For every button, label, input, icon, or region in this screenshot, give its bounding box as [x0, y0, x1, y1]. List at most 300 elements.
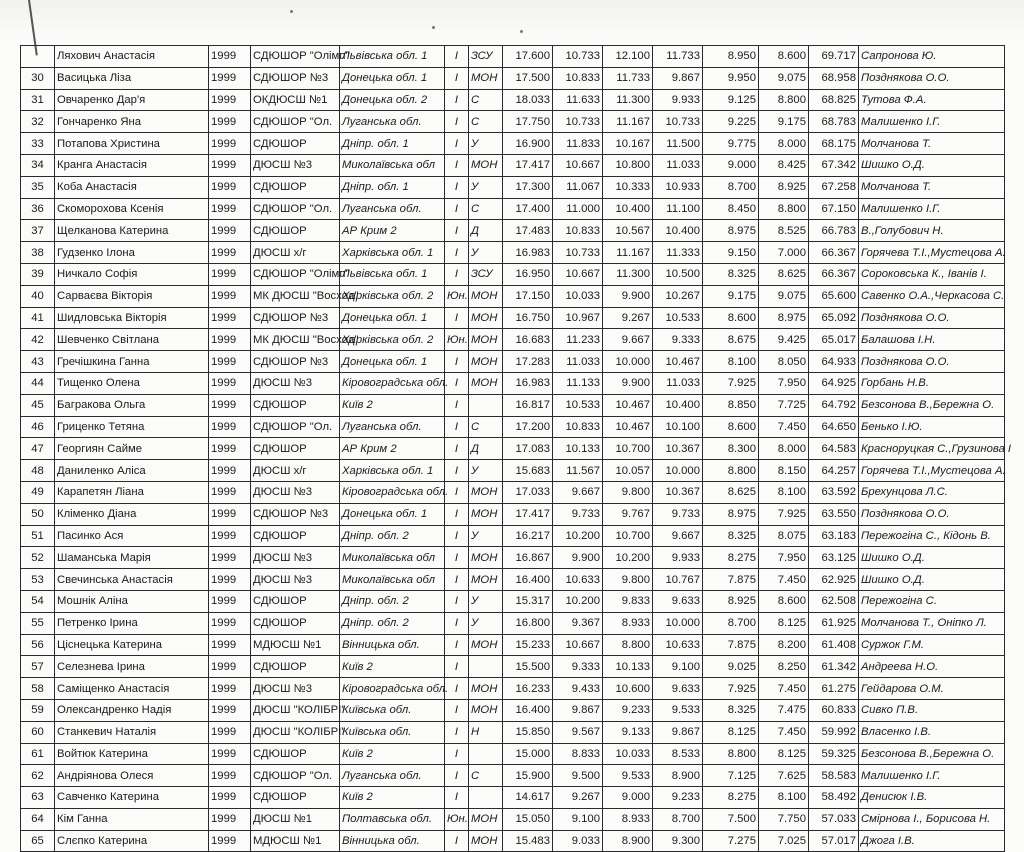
coach-name-cell: Шишко О.Д.	[859, 154, 1005, 176]
total-score-cell: 59.325	[809, 743, 859, 765]
score-3-cell: 11.300	[603, 89, 653, 111]
score-4-cell: 9.533	[653, 699, 703, 721]
athlete-name-cell: Свечинська Анастасія	[55, 569, 209, 591]
score-3-cell: 10.800	[603, 154, 653, 176]
row-number-cell: 46	[21, 416, 55, 438]
region-cell: Дніпр. обл. 1	[340, 176, 445, 198]
total-score-cell: 67.150	[809, 198, 859, 220]
scan-dot	[290, 10, 293, 13]
sport-school-cell: ДЮСШ №3	[251, 678, 340, 700]
region-cell: Київська обл.	[340, 721, 445, 743]
score-3-cell: 11.167	[603, 111, 653, 133]
total-score-cell: 61.408	[809, 634, 859, 656]
total-score-cell: 63.550	[809, 503, 859, 525]
department-cell: МОН	[469, 699, 503, 721]
region-cell: Харківська обл. 1	[340, 242, 445, 264]
coach-name-cell: Бенько І.Ю.	[859, 416, 1005, 438]
region-cell: Донецька обл. 2	[340, 89, 445, 111]
sport-school-cell: СДЮШОР	[251, 590, 340, 612]
row-number-cell: 45	[21, 394, 55, 416]
total-score-cell: 68.175	[809, 133, 859, 155]
total-score-cell: 66.367	[809, 263, 859, 285]
score-3-cell: 10.467	[603, 416, 653, 438]
score-5-cell: 8.850	[703, 394, 759, 416]
sport-school-cell: СДЮШОР	[251, 394, 340, 416]
score-6-cell: 7.475	[759, 699, 809, 721]
score-3-cell: 10.467	[603, 394, 653, 416]
birth-year-cell: 1999	[209, 394, 251, 416]
row-number-cell: 30	[21, 67, 55, 89]
department-cell: С	[469, 89, 503, 111]
score-1-cell: 17.417	[503, 503, 553, 525]
table-row	[21, 438, 1005, 460]
score-3-cell: 11.300	[603, 263, 653, 285]
sport-rank-cell: І	[445, 503, 469, 525]
score-1-cell: 16.400	[503, 569, 553, 591]
department-cell: У	[469, 460, 503, 482]
sport-school-cell: СДЮШОР "Ол.	[251, 416, 340, 438]
score-5-cell: 8.275	[703, 547, 759, 569]
score-2-cell: 10.033	[553, 285, 603, 307]
region-cell: Миколаївська обл	[340, 547, 445, 569]
table-row	[21, 460, 1005, 482]
sport-rank-cell: І	[445, 89, 469, 111]
athlete-name-cell: Петренко Ірина	[55, 612, 209, 634]
department-cell	[469, 787, 503, 809]
sport-rank-cell: І	[445, 525, 469, 547]
score-2-cell: 9.033	[553, 830, 603, 852]
department-cell: У	[469, 590, 503, 612]
score-5-cell: 8.325	[703, 263, 759, 285]
coach-name-cell: Красноруцкая С.,Грузинова І	[859, 438, 1005, 460]
table-row	[21, 46, 1005, 68]
score-2-cell: 10.200	[553, 525, 603, 547]
coach-name-cell: Шишко О.Д.	[859, 547, 1005, 569]
score-1-cell: 15.850	[503, 721, 553, 743]
score-2-cell: 10.667	[553, 263, 603, 285]
scan-dot	[520, 30, 523, 33]
table-row	[21, 111, 1005, 133]
department-cell: ЗСУ	[469, 263, 503, 285]
total-score-cell: 64.650	[809, 416, 859, 438]
row-number-cell: 61	[21, 743, 55, 765]
department-cell: МОН	[469, 547, 503, 569]
score-5-cell: 7.875	[703, 634, 759, 656]
score-3-cell: 9.800	[603, 481, 653, 503]
sport-rank-cell: І	[445, 743, 469, 765]
sport-rank-cell: І	[445, 372, 469, 394]
score-4-cell: 9.867	[653, 721, 703, 743]
region-cell: Донецька обл. 1	[340, 67, 445, 89]
region-cell: Київ 2	[340, 656, 445, 678]
athlete-name-cell: Гончаренко Яна	[55, 111, 209, 133]
score-2-cell: 10.667	[553, 154, 603, 176]
coach-name-cell: Молчанова Т.	[859, 176, 1005, 198]
birth-year-cell: 1999	[209, 329, 251, 351]
score-1-cell: 17.300	[503, 176, 553, 198]
row-number-cell: 38	[21, 242, 55, 264]
athlete-name-cell: Пасинко Ася	[55, 525, 209, 547]
score-5-cell: 9.950	[703, 67, 759, 89]
sport-rank-cell: І	[445, 351, 469, 373]
sport-rank-cell: І	[445, 547, 469, 569]
score-2-cell: 9.567	[553, 721, 603, 743]
sport-school-cell: МДЮСШ №1	[251, 830, 340, 852]
department-cell: У	[469, 525, 503, 547]
coach-name-cell: Андреева Н.О.	[859, 656, 1005, 678]
sport-school-cell: МК ДЮСШ "Восход"	[251, 285, 340, 307]
score-4-cell: 10.000	[653, 460, 703, 482]
sport-rank-cell: Юн.	[445, 329, 469, 351]
total-score-cell: 63.183	[809, 525, 859, 547]
department-cell: МОН	[469, 634, 503, 656]
coach-name-cell: Малишенко І.Г.	[859, 198, 1005, 220]
region-cell: Дніпр. обл. 2	[340, 525, 445, 547]
region-cell: Луганська обл.	[340, 416, 445, 438]
sport-rank-cell: І	[445, 307, 469, 329]
total-score-cell: 62.508	[809, 590, 859, 612]
score-3-cell: 9.667	[603, 329, 653, 351]
sport-rank-cell: І	[445, 220, 469, 242]
region-cell: Дніпр. обл. 2	[340, 612, 445, 634]
table-row	[21, 307, 1005, 329]
coach-name-cell: В.,Голубович Н.	[859, 220, 1005, 242]
sport-rank-cell: І	[445, 242, 469, 264]
total-score-cell: 64.792	[809, 394, 859, 416]
score-3-cell: 9.900	[603, 285, 653, 307]
sport-rank-cell: Юн.	[445, 285, 469, 307]
score-6-cell: 7.450	[759, 678, 809, 700]
results-body	[21, 46, 1012, 852]
score-2-cell: 10.833	[553, 220, 603, 242]
scan-dot	[432, 26, 435, 29]
region-cell: Миколаївська обл	[340, 569, 445, 591]
sport-rank-cell: Юн.	[445, 808, 469, 830]
score-2-cell: 11.000	[553, 198, 603, 220]
row-number-cell: 47	[21, 438, 55, 460]
athlete-name-cell: Ляхович Анастасія	[55, 46, 209, 68]
table-row	[21, 612, 1005, 634]
score-3-cell: 10.567	[603, 220, 653, 242]
birth-year-cell: 1999	[209, 133, 251, 155]
row-number-cell: 43	[21, 351, 55, 373]
total-score-cell: 61.342	[809, 656, 859, 678]
department-cell: С	[469, 198, 503, 220]
region-cell: Донецька обл. 1	[340, 307, 445, 329]
sport-rank-cell: І	[445, 460, 469, 482]
score-5-cell: 8.100	[703, 351, 759, 373]
score-1-cell: 17.600	[503, 46, 553, 68]
score-6-cell: 7.750	[759, 808, 809, 830]
athlete-name-cell: Сарваєва Вікторія	[55, 285, 209, 307]
table-row	[21, 743, 1005, 765]
athlete-name-cell: Шаманська Марія	[55, 547, 209, 569]
score-2-cell: 11.033	[553, 351, 603, 373]
sport-rank-cell: І	[445, 830, 469, 852]
total-score-cell: 65.092	[809, 307, 859, 329]
sport-rank-cell: І	[445, 612, 469, 634]
score-4-cell: 10.100	[653, 416, 703, 438]
score-3-cell: 9.833	[603, 590, 653, 612]
birth-year-cell: 1999	[209, 111, 251, 133]
score-4-cell: 11.033	[653, 154, 703, 176]
score-4-cell: 9.933	[653, 547, 703, 569]
score-6-cell: 8.625	[759, 263, 809, 285]
table-row	[21, 721, 1005, 743]
score-6-cell: 7.725	[759, 394, 809, 416]
score-1-cell: 16.400	[503, 699, 553, 721]
sport-rank-cell: І	[445, 721, 469, 743]
sport-school-cell: ДЮСШ "КОЛІБРІ"	[251, 699, 340, 721]
sport-school-cell: СДЮШОР	[251, 438, 340, 460]
row-number-cell: 55	[21, 612, 55, 634]
score-5-cell: 9.000	[703, 154, 759, 176]
score-2-cell: 9.900	[553, 547, 603, 569]
score-6-cell: 8.000	[759, 133, 809, 155]
total-score-cell: 59.992	[809, 721, 859, 743]
region-cell: Луганська обл.	[340, 198, 445, 220]
birth-year-cell: 1999	[209, 67, 251, 89]
coach-name-cell: Савенко О.А.,Черкасова С.	[859, 285, 1005, 307]
sport-rank-cell: І	[445, 67, 469, 89]
row-number-cell: 63	[21, 787, 55, 809]
row-number-cell: 44	[21, 372, 55, 394]
athlete-name-cell: Олександренко Надія	[55, 699, 209, 721]
department-cell	[469, 743, 503, 765]
score-3-cell: 10.200	[603, 547, 653, 569]
row-number-cell: 60	[21, 721, 55, 743]
score-5-cell: 8.625	[703, 481, 759, 503]
score-6-cell: 8.600	[759, 46, 809, 68]
score-4-cell: 10.267	[653, 285, 703, 307]
score-1-cell: 16.217	[503, 525, 553, 547]
total-score-cell: 65.017	[809, 329, 859, 351]
birth-year-cell: 1999	[209, 438, 251, 460]
sport-school-cell: СДЮШОР	[251, 612, 340, 634]
score-6-cell: 9.175	[759, 111, 809, 133]
sport-school-cell: СДЮШОР "Ол.	[251, 111, 340, 133]
score-3-cell: 9.000	[603, 787, 653, 809]
coach-name-cell: Шишко О.Д.	[859, 569, 1005, 591]
score-4-cell: 10.000	[653, 612, 703, 634]
table-row	[21, 656, 1005, 678]
score-5-cell: 8.325	[703, 525, 759, 547]
score-6-cell: 8.525	[759, 220, 809, 242]
table-row	[21, 67, 1005, 89]
score-6-cell: 8.150	[759, 460, 809, 482]
score-3-cell: 9.800	[603, 569, 653, 591]
score-2-cell: 11.633	[553, 89, 603, 111]
score-4-cell: 10.500	[653, 263, 703, 285]
score-2-cell: 9.333	[553, 656, 603, 678]
score-4-cell: 8.700	[653, 808, 703, 830]
athlete-name-cell: Войтюк Катерина	[55, 743, 209, 765]
score-1-cell: 15.483	[503, 830, 553, 852]
score-2-cell: 9.500	[553, 765, 603, 787]
athlete-name-cell: Потапова Христина	[55, 133, 209, 155]
region-cell: Дніпр. обл. 1	[340, 133, 445, 155]
sport-school-cell: СДЮШОР "Олімп"	[251, 263, 340, 285]
score-3-cell: 10.600	[603, 678, 653, 700]
total-score-cell: 61.275	[809, 678, 859, 700]
region-cell: Кіровоградська обл.	[340, 481, 445, 503]
score-2-cell: 10.633	[553, 569, 603, 591]
score-5-cell: 8.700	[703, 612, 759, 634]
score-1-cell: 17.283	[503, 351, 553, 373]
score-6-cell: 7.000	[759, 242, 809, 264]
score-1-cell: 17.083	[503, 438, 553, 460]
score-2-cell: 8.833	[553, 743, 603, 765]
sport-school-cell: ДЮСШ №1	[251, 808, 340, 830]
row-number-cell: 33	[21, 133, 55, 155]
birth-year-cell: 1999	[209, 808, 251, 830]
sport-school-cell: ДЮСШ №3	[251, 547, 340, 569]
score-5-cell: 8.300	[703, 438, 759, 460]
score-5-cell: 8.325	[703, 699, 759, 721]
athlete-name-cell: Кім Ганна	[55, 808, 209, 830]
coach-name-cell: Гейдарова О.М.	[859, 678, 1005, 700]
score-1-cell: 15.317	[503, 590, 553, 612]
sport-school-cell: ДЮСШ №3	[251, 569, 340, 591]
coach-name-cell: Сивко П.В.	[859, 699, 1005, 721]
total-score-cell: 66.367	[809, 242, 859, 264]
score-6-cell: 8.250	[759, 656, 809, 678]
birth-year-cell: 1999	[209, 787, 251, 809]
score-3-cell: 11.167	[603, 242, 653, 264]
score-6-cell: 8.975	[759, 307, 809, 329]
region-cell: Кіровоградська обл.	[340, 678, 445, 700]
score-3-cell: 9.133	[603, 721, 653, 743]
coach-name-cell: Пережогіна С., Кідонь В.	[859, 525, 1005, 547]
score-4-cell: 10.767	[653, 569, 703, 591]
coach-name-cell: Безсонова В.,Бережна О.	[859, 743, 1005, 765]
score-1-cell: 17.033	[503, 481, 553, 503]
score-3-cell: 9.533	[603, 765, 653, 787]
department-cell: МОН	[469, 808, 503, 830]
score-4-cell: 10.533	[653, 307, 703, 329]
birth-year-cell: 1999	[209, 612, 251, 634]
birth-year-cell: 1999	[209, 46, 251, 68]
birth-year-cell: 1999	[209, 721, 251, 743]
region-cell: АР Крим 2	[340, 220, 445, 242]
birth-year-cell: 1999	[209, 743, 251, 765]
coach-name-cell: Смірнова І., Борисова Н.	[859, 808, 1005, 830]
birth-year-cell: 1999	[209, 460, 251, 482]
row-number-cell: 37	[21, 220, 55, 242]
results-table	[20, 45, 1012, 852]
sport-rank-cell: І	[445, 634, 469, 656]
row-number-cell: 40	[21, 285, 55, 307]
birth-year-cell: 1999	[209, 547, 251, 569]
table-row	[21, 830, 1005, 852]
department-cell: У	[469, 176, 503, 198]
score-5-cell: 7.275	[703, 830, 759, 852]
score-4-cell: 10.400	[653, 220, 703, 242]
score-2-cell: 11.233	[553, 329, 603, 351]
sport-school-cell: СДЮШОР	[251, 176, 340, 198]
score-3-cell: 10.033	[603, 743, 653, 765]
table-row	[21, 787, 1005, 809]
score-2-cell: 10.667	[553, 634, 603, 656]
region-cell: Луганська обл.	[340, 765, 445, 787]
score-4-cell: 9.733	[653, 503, 703, 525]
sport-school-cell: МК ДЮСШ "Восход"	[251, 329, 340, 351]
row-number-cell: 59	[21, 699, 55, 721]
row-number-cell: 53	[21, 569, 55, 591]
athlete-name-cell: Гриценко Тетяна	[55, 416, 209, 438]
department-cell: МОН	[469, 569, 503, 591]
row-number-cell	[21, 46, 55, 68]
score-5-cell: 9.025	[703, 656, 759, 678]
athlete-name-cell: Савченко Катерина	[55, 787, 209, 809]
total-score-cell: 64.933	[809, 351, 859, 373]
score-6-cell: 8.075	[759, 525, 809, 547]
score-3-cell: 10.700	[603, 438, 653, 460]
department-cell: МОН	[469, 830, 503, 852]
score-4-cell: 10.933	[653, 176, 703, 198]
coach-name-cell: Суржок Г.М.	[859, 634, 1005, 656]
coach-name-cell: Денисюк І.В.	[859, 787, 1005, 809]
total-score-cell: 63.592	[809, 481, 859, 503]
birth-year-cell: 1999	[209, 699, 251, 721]
score-6-cell: 7.450	[759, 569, 809, 591]
region-cell: Кіровоградська обл.	[340, 372, 445, 394]
department-cell: МОН	[469, 503, 503, 525]
score-5-cell: 9.225	[703, 111, 759, 133]
sport-school-cell: ДЮСШ "КОЛІБРІ"	[251, 721, 340, 743]
score-3-cell: 8.800	[603, 634, 653, 656]
sport-rank-cell: І	[445, 263, 469, 285]
score-1-cell: 17.483	[503, 220, 553, 242]
table-row	[21, 678, 1005, 700]
table-row	[21, 220, 1005, 242]
score-6-cell: 7.950	[759, 547, 809, 569]
sport-rank-cell: І	[445, 416, 469, 438]
score-1-cell: 15.500	[503, 656, 553, 678]
score-4-cell: 10.367	[653, 438, 703, 460]
score-4-cell: 10.467	[653, 351, 703, 373]
total-score-cell: 62.925	[809, 569, 859, 591]
birth-year-cell: 1999	[209, 176, 251, 198]
birth-year-cell: 1999	[209, 416, 251, 438]
score-1-cell: 16.900	[503, 133, 553, 155]
region-cell: Вінницька обл.	[340, 830, 445, 852]
birth-year-cell: 1999	[209, 590, 251, 612]
score-6-cell: 7.950	[759, 372, 809, 394]
score-6-cell: 7.025	[759, 830, 809, 852]
birth-year-cell: 1999	[209, 154, 251, 176]
department-cell: ЗСУ	[469, 46, 503, 68]
row-number-cell: 51	[21, 525, 55, 547]
athlete-name-cell: Ничкало Софія	[55, 263, 209, 285]
table-row	[21, 590, 1005, 612]
score-6-cell: 8.125	[759, 743, 809, 765]
department-cell: С	[469, 416, 503, 438]
score-3-cell: 10.700	[603, 525, 653, 547]
score-4-cell: 9.667	[653, 525, 703, 547]
row-number-cell: 65	[21, 830, 55, 852]
department-cell: Д	[469, 220, 503, 242]
score-2-cell: 9.867	[553, 699, 603, 721]
table-row	[21, 394, 1005, 416]
score-3-cell: 10.333	[603, 176, 653, 198]
row-number-cell: 35	[21, 176, 55, 198]
score-1-cell: 17.417	[503, 154, 553, 176]
total-score-cell: 68.958	[809, 67, 859, 89]
score-1-cell: 16.983	[503, 242, 553, 264]
score-5-cell: 9.125	[703, 89, 759, 111]
score-2-cell: 11.067	[553, 176, 603, 198]
